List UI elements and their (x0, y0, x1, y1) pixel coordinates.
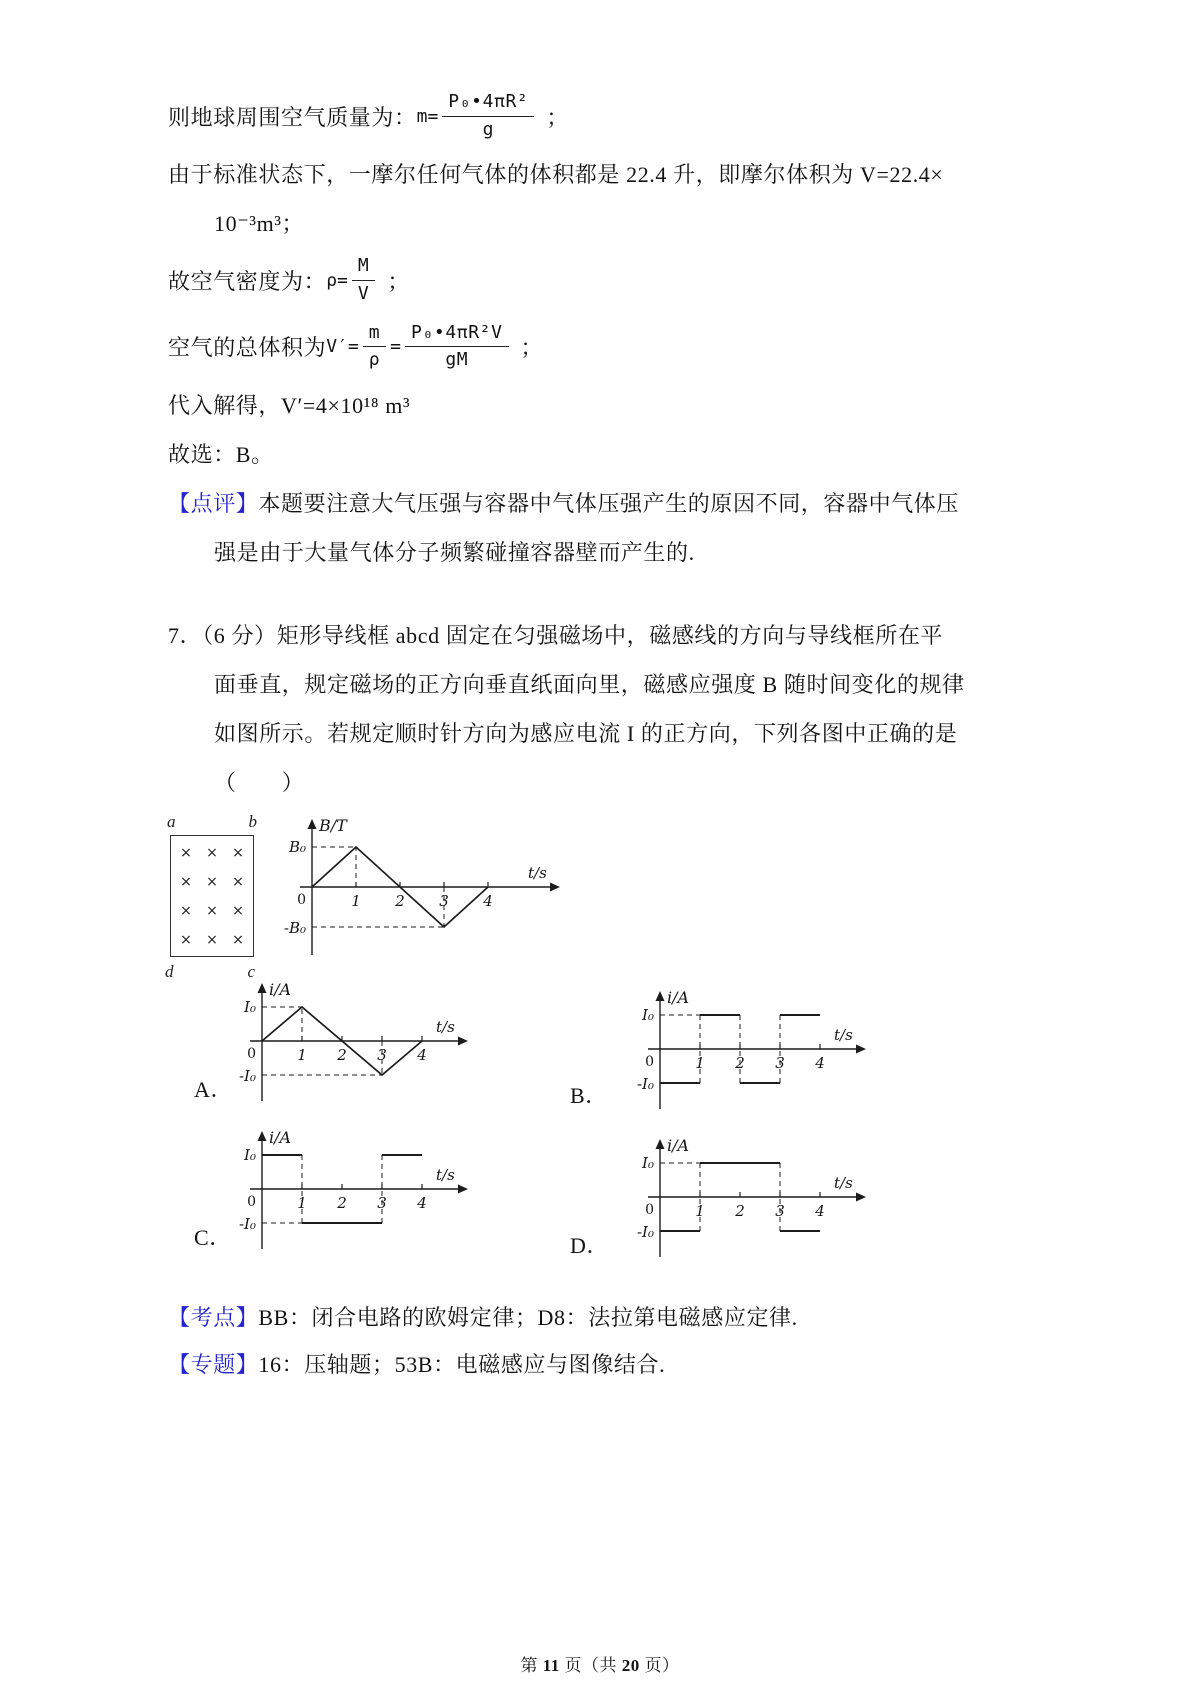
volume-formula-lhs: V′ (326, 336, 348, 358)
total-volume-formula-line (168, 323, 983, 371)
option-c-label: C． (194, 1225, 232, 1251)
option-b-graph (620, 987, 870, 1119)
question7-line4: （ ） (214, 770, 305, 796)
svg-text:0: 0 (247, 1194, 256, 1211)
field-into-page-symbol: × (206, 931, 218, 948)
svg-text:2: 2 (735, 1054, 745, 1073)
fraction-denominator: g (482, 118, 495, 140)
corner-label-b: b (248, 812, 257, 832)
svg-text:i/A: i/A (667, 1136, 690, 1156)
svg-text:0: 0 (247, 1046, 256, 1063)
question7-figures (165, 812, 983, 1295)
field-into-page-symbol: × (180, 902, 192, 919)
svg-text:2: 2 (337, 1046, 347, 1065)
option-a-graph (222, 979, 472, 1111)
svg-text:4: 4 (417, 1194, 427, 1213)
corner-label-c: c (247, 962, 255, 982)
svg-text:-B₀: -B₀ (283, 919, 306, 938)
air-mass-prefix-text: 则地球周围空气质量为： (168, 104, 417, 130)
corner-label-d: d (165, 962, 174, 982)
field-into-page-symbol: × (206, 873, 218, 890)
svg-text:i/A: i/A (269, 980, 292, 1000)
question7-line2: 面垂直，规定磁场的正方向垂直纸面向里，磁感应强度 B 随时间变化的规律 (214, 672, 965, 698)
option-b-label: B． (570, 1083, 608, 1109)
footer-page-number: 11 (542, 1656, 560, 1675)
result-line: 代入解得，V′=4×10¹⁸ m³ (168, 393, 411, 419)
comment-line2: 强是由于大量气体分子频繁碰撞容器壁而产生的. (214, 540, 695, 566)
svg-text:B/T: B/T (319, 816, 347, 836)
svg-text:3: 3 (775, 1202, 785, 1221)
svg-text:4: 4 (417, 1046, 427, 1065)
option-a-label: A． (194, 1077, 234, 1103)
svg-text:4: 4 (815, 1202, 825, 1221)
svg-text:1: 1 (297, 1046, 307, 1065)
field-into-page-symbol: × (232, 873, 244, 890)
field-into-page-symbol: × (232, 931, 244, 948)
svg-text:0: 0 (645, 1202, 654, 1219)
svg-text:I₀: I₀ (244, 1146, 256, 1165)
svg-text:t/s: t/s (436, 1018, 455, 1037)
svg-text:t/s: t/s (834, 1026, 853, 1045)
kaodian-label: 【考点】 (168, 1305, 259, 1331)
field-into-page-symbol: × (206, 902, 218, 919)
fraction-denominator: V (357, 283, 370, 305)
fraction-numerator: P₀•4πR² (442, 92, 534, 117)
svg-text:4: 4 (815, 1054, 825, 1073)
svg-text:-I₀: -I₀ (636, 1223, 654, 1242)
fraction-numerator: P₀•4πR²V (405, 323, 509, 348)
footer-suffix: 页） (639, 1656, 680, 1675)
svg-text:3: 3 (377, 1046, 387, 1065)
svg-text:1: 1 (695, 1054, 705, 1073)
svg-text:1: 1 (695, 1202, 705, 1221)
svg-text:t/s: t/s (834, 1174, 853, 1193)
page-footer (0, 1651, 1200, 1676)
zhuanti-line (168, 1348, 983, 1381)
svg-text:2: 2 (337, 1194, 347, 1213)
option-d-label: D． (570, 1233, 610, 1259)
question7-line1 (168, 619, 983, 652)
field-into-page-symbol: × (180, 844, 192, 861)
comment-line1 (168, 487, 983, 520)
footer-mid: 页（共 (559, 1656, 622, 1675)
page-content (165, 91, 983, 1395)
volume-fraction-1 (363, 323, 386, 371)
option-c-graph (222, 1127, 472, 1259)
density-fraction (352, 256, 375, 304)
question7-line3: 如图所示。若规定顺时针方向为感应电流 I 的正方向，下列各图中正确的是 (214, 721, 958, 747)
fraction-numerator: m (363, 323, 386, 348)
density-formula-lhs: ρ= (326, 270, 348, 292)
svg-text:I₀: I₀ (642, 1006, 654, 1025)
svg-text:I₀: I₀ (244, 998, 256, 1017)
svg-text:1: 1 (351, 892, 361, 911)
volume-prefix-text: 空气的总体积为 (168, 335, 327, 361)
kaodian-text: BB：闭合电路的欧姆定律；D8：法拉第电磁感应定律. (258, 1305, 798, 1331)
fraction-denominator: ρ (368, 349, 381, 371)
field-into-page-symbol: × (180, 931, 192, 948)
comment-text-1: 本题要注意大气压强与容器中气体压强产生的原因不同，容器中气体压 (258, 491, 960, 517)
svg-text:i/A: i/A (667, 988, 690, 1008)
svg-text:3: 3 (439, 892, 449, 911)
equals-sign: = (347, 336, 359, 358)
svg-text:-I₀: -I₀ (636, 1075, 654, 1094)
svg-text:0: 0 (645, 1054, 654, 1071)
magnetic-field-frame-figure (165, 812, 257, 982)
svg-text:i/A: i/A (269, 1128, 292, 1148)
equals-sign: = (390, 336, 402, 358)
density-prefix-text: 故空气密度为： (168, 269, 327, 295)
field-into-page-symbol: × (180, 873, 192, 890)
fraction-denominator: gM (445, 349, 469, 371)
svg-text:B₀: B₀ (288, 838, 306, 857)
svg-text:t/s: t/s (436, 1166, 455, 1185)
section-spacer (168, 585, 983, 619)
line-suffix: ； (520, 335, 544, 361)
assessment-block (168, 1301, 983, 1381)
field-symbols-grid (171, 836, 253, 956)
question-number: 7． (168, 623, 203, 649)
svg-text:3: 3 (377, 1194, 387, 1213)
svg-text:0: 0 (297, 892, 306, 909)
svg-text:3: 3 (775, 1054, 785, 1073)
zhuanti-label: 【专题】 (168, 1352, 259, 1378)
svg-text:-I₀: -I₀ (238, 1215, 256, 1234)
molar-volume-line1: 由于标准状态下，一摩尔任何气体的体积都是 22.4 升，即摩尔体积为 V=22.4× (168, 162, 944, 188)
volume-fraction-2 (405, 323, 509, 371)
svg-text:2: 2 (395, 892, 405, 911)
svg-text:2: 2 (735, 1202, 745, 1221)
molar-volume-line2: 10⁻³m³； (214, 211, 305, 237)
answer-line: 故选：B。 (168, 442, 274, 468)
b-vs-t-graph (264, 815, 564, 965)
air-mass-fraction (442, 92, 534, 140)
air-density-formula-line (168, 256, 983, 304)
footer-prefix: 第 (520, 1656, 543, 1675)
air-mass-formula-lhs: m= (416, 105, 439, 127)
svg-text:I₀: I₀ (642, 1154, 654, 1173)
svg-text:-I₀: -I₀ (238, 1067, 256, 1086)
corner-label-a: a (167, 812, 176, 832)
field-into-page-symbol: × (206, 844, 218, 861)
field-into-page-symbol: × (232, 844, 244, 861)
fraction-numerator: M (352, 256, 375, 281)
field-into-page-symbol: × (232, 902, 244, 919)
footer-total-pages: 20 (621, 1656, 640, 1675)
line-suffix: ； (387, 269, 410, 295)
svg-text:4: 4 (483, 892, 493, 911)
air-mass-formula-line (168, 92, 983, 140)
zhuanti-text: 16：压轴题；53B：电磁感应与图像结合. (258, 1352, 666, 1378)
kaodian-line (168, 1301, 983, 1334)
comment-label: 【点评】 (168, 491, 259, 517)
svg-text:t/s: t/s (528, 864, 547, 883)
svg-text:1: 1 (297, 1194, 307, 1213)
question-text-1: （6 分）矩形导线框 abcd 固定在匀强磁场中，磁感线的方向与导线框所在平 (202, 623, 944, 649)
option-d-graph (620, 1135, 870, 1267)
line-suffix: ； (546, 104, 569, 130)
